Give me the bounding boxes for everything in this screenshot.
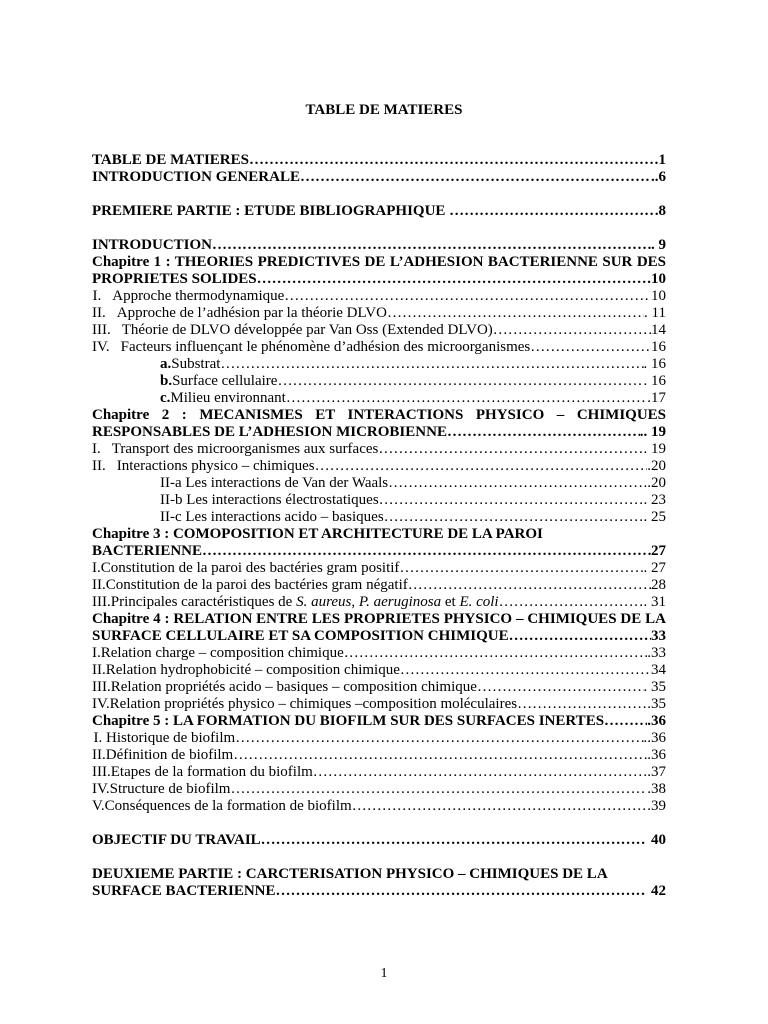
item-number: III. — [92, 322, 111, 338]
toc-label: PROPRIETES SOLIDES — [92, 271, 257, 287]
toc-label: Relation propriétés acido – basiques – composition chimique — [110, 679, 477, 695]
toc-page-number: . 16 — [643, 373, 666, 389]
toc-label: Chapitre 5 : LA FORMATION DU BIOFILM SUR DES SURFACES INERTES — [92, 713, 605, 729]
toc-label: Historique de biofilm — [102, 730, 236, 746]
dot-leader — [408, 577, 651, 594]
dot-leader — [384, 509, 644, 526]
toc-label: TABLE DE MATIERES — [92, 152, 249, 168]
part-2-heading[interactable]: DEUXIEME PARTIE : CARCTERISATION PHYSICO – CHIMIQUES DE LA — [92, 866, 608, 882]
item-letter: b. — [160, 373, 173, 389]
dot-leader — [344, 645, 647, 662]
toc-label: Relation propriétés physico – chimiques –composition moléculaires — [109, 696, 518, 712]
chapter-1-heading[interactable]: Chapitre 1 : THEORIES PREDICTIVES DE L’ADHESION BACTERIENNE SUR DES — [92, 254, 666, 270]
toc-label: OBJECTIF DU TRAVAIL — [92, 832, 261, 848]
toc-label: Conséquences de la formation de biofilm — [104, 798, 352, 814]
item-letter: a. — [160, 356, 172, 372]
toc-page-number: .33 — [647, 645, 666, 661]
toc-entry[interactable] — [92, 781, 666, 798]
toc-label: Approche de l’adhésion par la théorie DLVO — [116, 305, 387, 321]
item-number: III. — [92, 679, 111, 695]
table-of-contents — [92, 152, 666, 900]
toc-page-number: 27 — [651, 543, 666, 559]
dot-leader — [517, 696, 647, 713]
toc-entry[interactable] — [92, 339, 666, 356]
toc-entry[interactable] — [92, 747, 666, 764]
toc-entry[interactable] — [92, 594, 666, 611]
toc-subentry[interactable] — [92, 373, 666, 390]
toc-label: INTRODUCTION GENERALE — [92, 169, 300, 185]
toc-label: II-b Les interactions électrostatiques — [160, 492, 379, 508]
dot-leader — [378, 441, 643, 458]
toc-label: Constitution de la paroi des bactéries gram négatif — [105, 577, 408, 593]
chapter-4-heading[interactable]: Chapitre 4 : RELATION ENTRE LES PROPRIETES PHYSICO – CHIMIQUES DE LA — [92, 611, 666, 627]
toc-page-number: ..6 — [651, 169, 666, 185]
toc-entry-introduction[interactable] — [92, 237, 666, 254]
item-number: II. — [92, 577, 106, 593]
item-number: I. — [93, 730, 103, 746]
toc-page-number: ..20 — [643, 475, 666, 491]
toc-entry[interactable] — [92, 679, 666, 696]
toc-page-number: . 16 — [643, 356, 666, 372]
toc-label: SURFACE CELLULAIRE ET SA COMPOSITION CHIMIQUE — [92, 628, 509, 644]
toc-entry[interactable] — [92, 560, 666, 577]
toc-page-number: 1 — [658, 152, 666, 168]
dot-leader — [230, 781, 647, 798]
dot-leader — [313, 764, 647, 781]
toc-page-number: . 25 — [643, 509, 666, 525]
toc-label: Relation charge – composition chimique — [100, 645, 344, 661]
item-number: III. — [92, 764, 111, 780]
toc-page-number: 28 — [651, 577, 666, 593]
toc-label: Milieu environnant — [170, 390, 286, 406]
page-title: TABLE DE MATIERES — [305, 102, 463, 118]
toc-page-number: .39 — [647, 798, 666, 814]
toc-entry[interactable] — [92, 305, 666, 322]
item-number: III. — [92, 594, 111, 610]
toc-entry-table-de-matieres[interactable] — [92, 152, 666, 169]
dot-leader — [315, 458, 648, 475]
item-number: I. — [92, 441, 101, 457]
toc-page-number: . 9 — [651, 237, 666, 253]
toc-entry[interactable] — [92, 577, 666, 594]
toc-page-number: . 23 — [643, 492, 666, 508]
item-number: II. — [92, 747, 106, 763]
toc-page-number: . 35 — [643, 679, 666, 695]
toc-page-number: . 27 — [643, 560, 666, 576]
toc-label — [111, 594, 499, 611]
chapter-4-heading-cont[interactable] — [92, 628, 666, 645]
toc-page-number: 10 — [651, 271, 666, 287]
toc-page-number: . 19 — [643, 441, 666, 457]
dot-leader — [400, 662, 651, 679]
toc-entry[interactable] — [92, 696, 666, 713]
dot-leader — [388, 475, 643, 492]
toc-page-number: .36 — [647, 713, 666, 729]
toc-subentry[interactable] — [92, 356, 666, 373]
toc-subentry[interactable] — [92, 475, 666, 492]
toc-subentry[interactable] — [92, 509, 666, 526]
dot-leader — [387, 305, 644, 322]
toc-label: PREMIERE PARTIE : ETUDE BIBLIOGRAPHIQUE — [92, 203, 450, 219]
dot-leader — [220, 356, 643, 373]
species-name: S. aureus — [296, 594, 352, 610]
toc-label: Constitution de la paroi des bactéries gram positif — [100, 560, 400, 576]
toc-label: BACTERIENNE — [92, 543, 203, 559]
toc-page-number: .38 — [647, 781, 666, 797]
toc-page-number: .37 — [647, 764, 666, 780]
dot-leader — [493, 322, 651, 339]
dot-leader — [249, 152, 659, 169]
toc-page-number: 16 — [651, 339, 666, 355]
dot-leader — [399, 560, 643, 577]
toc-subentry[interactable] — [92, 492, 666, 509]
dot-leader — [233, 747, 647, 764]
toc-label: Transport des microorganismes aux surfaces — [111, 441, 379, 457]
toc-label: Interactions physico – chimiques — [116, 458, 315, 474]
chapter-3-heading-cont[interactable] — [92, 543, 666, 560]
item-number: IV. — [92, 781, 110, 797]
toc-page-number: 14 — [651, 322, 666, 338]
dot-leader — [257, 271, 651, 288]
toc-page-number: .20 — [647, 458, 666, 474]
toc-entry[interactable] — [92, 662, 666, 679]
toc-page-number: 10 — [651, 288, 666, 304]
toc-page-number: .. 19 — [639, 424, 666, 440]
dot-leader — [449, 203, 658, 220]
species-name: E. coli — [459, 594, 499, 610]
toc-page-number: 33 — [651, 628, 666, 644]
toc-label: Facteurs influençant le phénomène d’adhésion des microorganismes — [120, 339, 531, 355]
toc-page-number: ..36 — [643, 730, 666, 746]
toc-page-number: 34 — [651, 662, 666, 678]
chapter-5-heading[interactable] — [92, 713, 666, 730]
toc-label: Approche thermodynamique — [112, 288, 285, 304]
toc-page-number: 40 — [647, 832, 666, 848]
toc-label: Théorie de DLVO développée par Van Oss (Extended DLVO) — [121, 322, 493, 338]
toc-entry[interactable] — [92, 322, 666, 339]
toc-entry-introduction-generale[interactable] — [92, 169, 666, 186]
dot-leader — [284, 288, 651, 305]
toc-label: Définition de biofilm — [105, 747, 234, 763]
toc-page-number: .17 — [647, 390, 666, 406]
part-2-heading-cont[interactable] — [92, 883, 666, 900]
toc-label: SURFACE BACTERIENNE — [92, 883, 276, 899]
item-number: IV. — [92, 696, 110, 712]
item-number: II. — [92, 305, 106, 321]
dot-leader — [477, 679, 644, 696]
dot-leader — [499, 594, 644, 611]
toc-label: RESPONSABLES DE L’ADHESION MICROBIENNE — [92, 424, 447, 440]
toc-entry-premiere-partie[interactable] — [92, 203, 666, 220]
toc-entry[interactable] — [92, 798, 666, 815]
item-number: V. — [92, 798, 105, 814]
item-number: I. — [92, 645, 101, 661]
toc-page-number: .36 — [647, 747, 666, 763]
toc-label: Structure de biofilm — [109, 781, 231, 797]
dot-leader — [277, 373, 643, 390]
separator: , — [351, 594, 359, 610]
toc-entry[interactable] — [92, 441, 666, 458]
item-number: II. — [92, 662, 106, 678]
dot-leader — [212, 237, 651, 254]
label-text: Principales caractéristiques de — [110, 594, 297, 610]
toc-entry[interactable] — [92, 288, 666, 305]
toc-page-number: . 31 — [643, 594, 666, 610]
toc-label: II-c Les interactions acido – basiques — [160, 509, 384, 525]
item-number: II. — [92, 458, 106, 474]
toc-entry[interactable] — [92, 764, 666, 781]
dot-leader — [509, 628, 651, 645]
dot-leader — [352, 798, 648, 815]
chapter-3-heading[interactable]: Chapitre 3 : COMOPOSITION ET ARCHITECTURE DE LA PAROI — [92, 526, 543, 542]
toc-subentry[interactable] — [92, 390, 666, 407]
toc-page-number: .35 — [647, 696, 666, 712]
dot-leader — [276, 883, 648, 900]
toc-entry[interactable] — [92, 458, 666, 475]
dot-leader — [300, 169, 651, 186]
toc-entry-objectif[interactable] — [92, 832, 666, 849]
chapter-1-heading-cont[interactable] — [92, 271, 666, 288]
toc-page-number: 8 — [658, 203, 666, 219]
toc-label: Etapes de la formation du biofilm — [110, 764, 313, 780]
toc-label: Surface cellulaire — [172, 373, 278, 389]
chapter-2-heading[interactable]: Chapitre 2 : MECANISMES ET INTERACTIONS PHYSICO – CHIMIQUES — [92, 407, 666, 423]
dot-leader — [530, 339, 651, 356]
chapter-2-heading-cont[interactable] — [92, 424, 666, 441]
toc-entry[interactable] — [92, 730, 666, 747]
toc-label: Relation hydrophobicité – composition chimique — [105, 662, 400, 678]
dot-leader — [202, 543, 651, 560]
dot-leader — [379, 492, 644, 509]
dot-leader — [261, 832, 648, 849]
item-number: I. — [92, 288, 102, 304]
toc-label: II-a Les interactions de Van der Waals — [160, 475, 389, 491]
item-letter: c. — [160, 390, 171, 406]
item-number: I. — [92, 560, 101, 576]
toc-page-number: . 11 — [644, 305, 666, 321]
toc-label: INTRODUCTION — [92, 237, 213, 253]
species-name: P. aeruginosa — [358, 594, 442, 610]
item-number: IV. — [92, 339, 110, 355]
dot-leader — [604, 713, 647, 730]
dot-leader — [286, 390, 647, 407]
separator: et — [441, 594, 460, 610]
dot-leader — [235, 730, 643, 747]
toc-entry[interactable] — [92, 645, 666, 662]
toc-label: Substrat — [171, 356, 221, 372]
dot-leader — [447, 424, 640, 441]
toc-page-number: 42 — [647, 883, 666, 899]
page-number: 1 — [380, 966, 388, 981]
